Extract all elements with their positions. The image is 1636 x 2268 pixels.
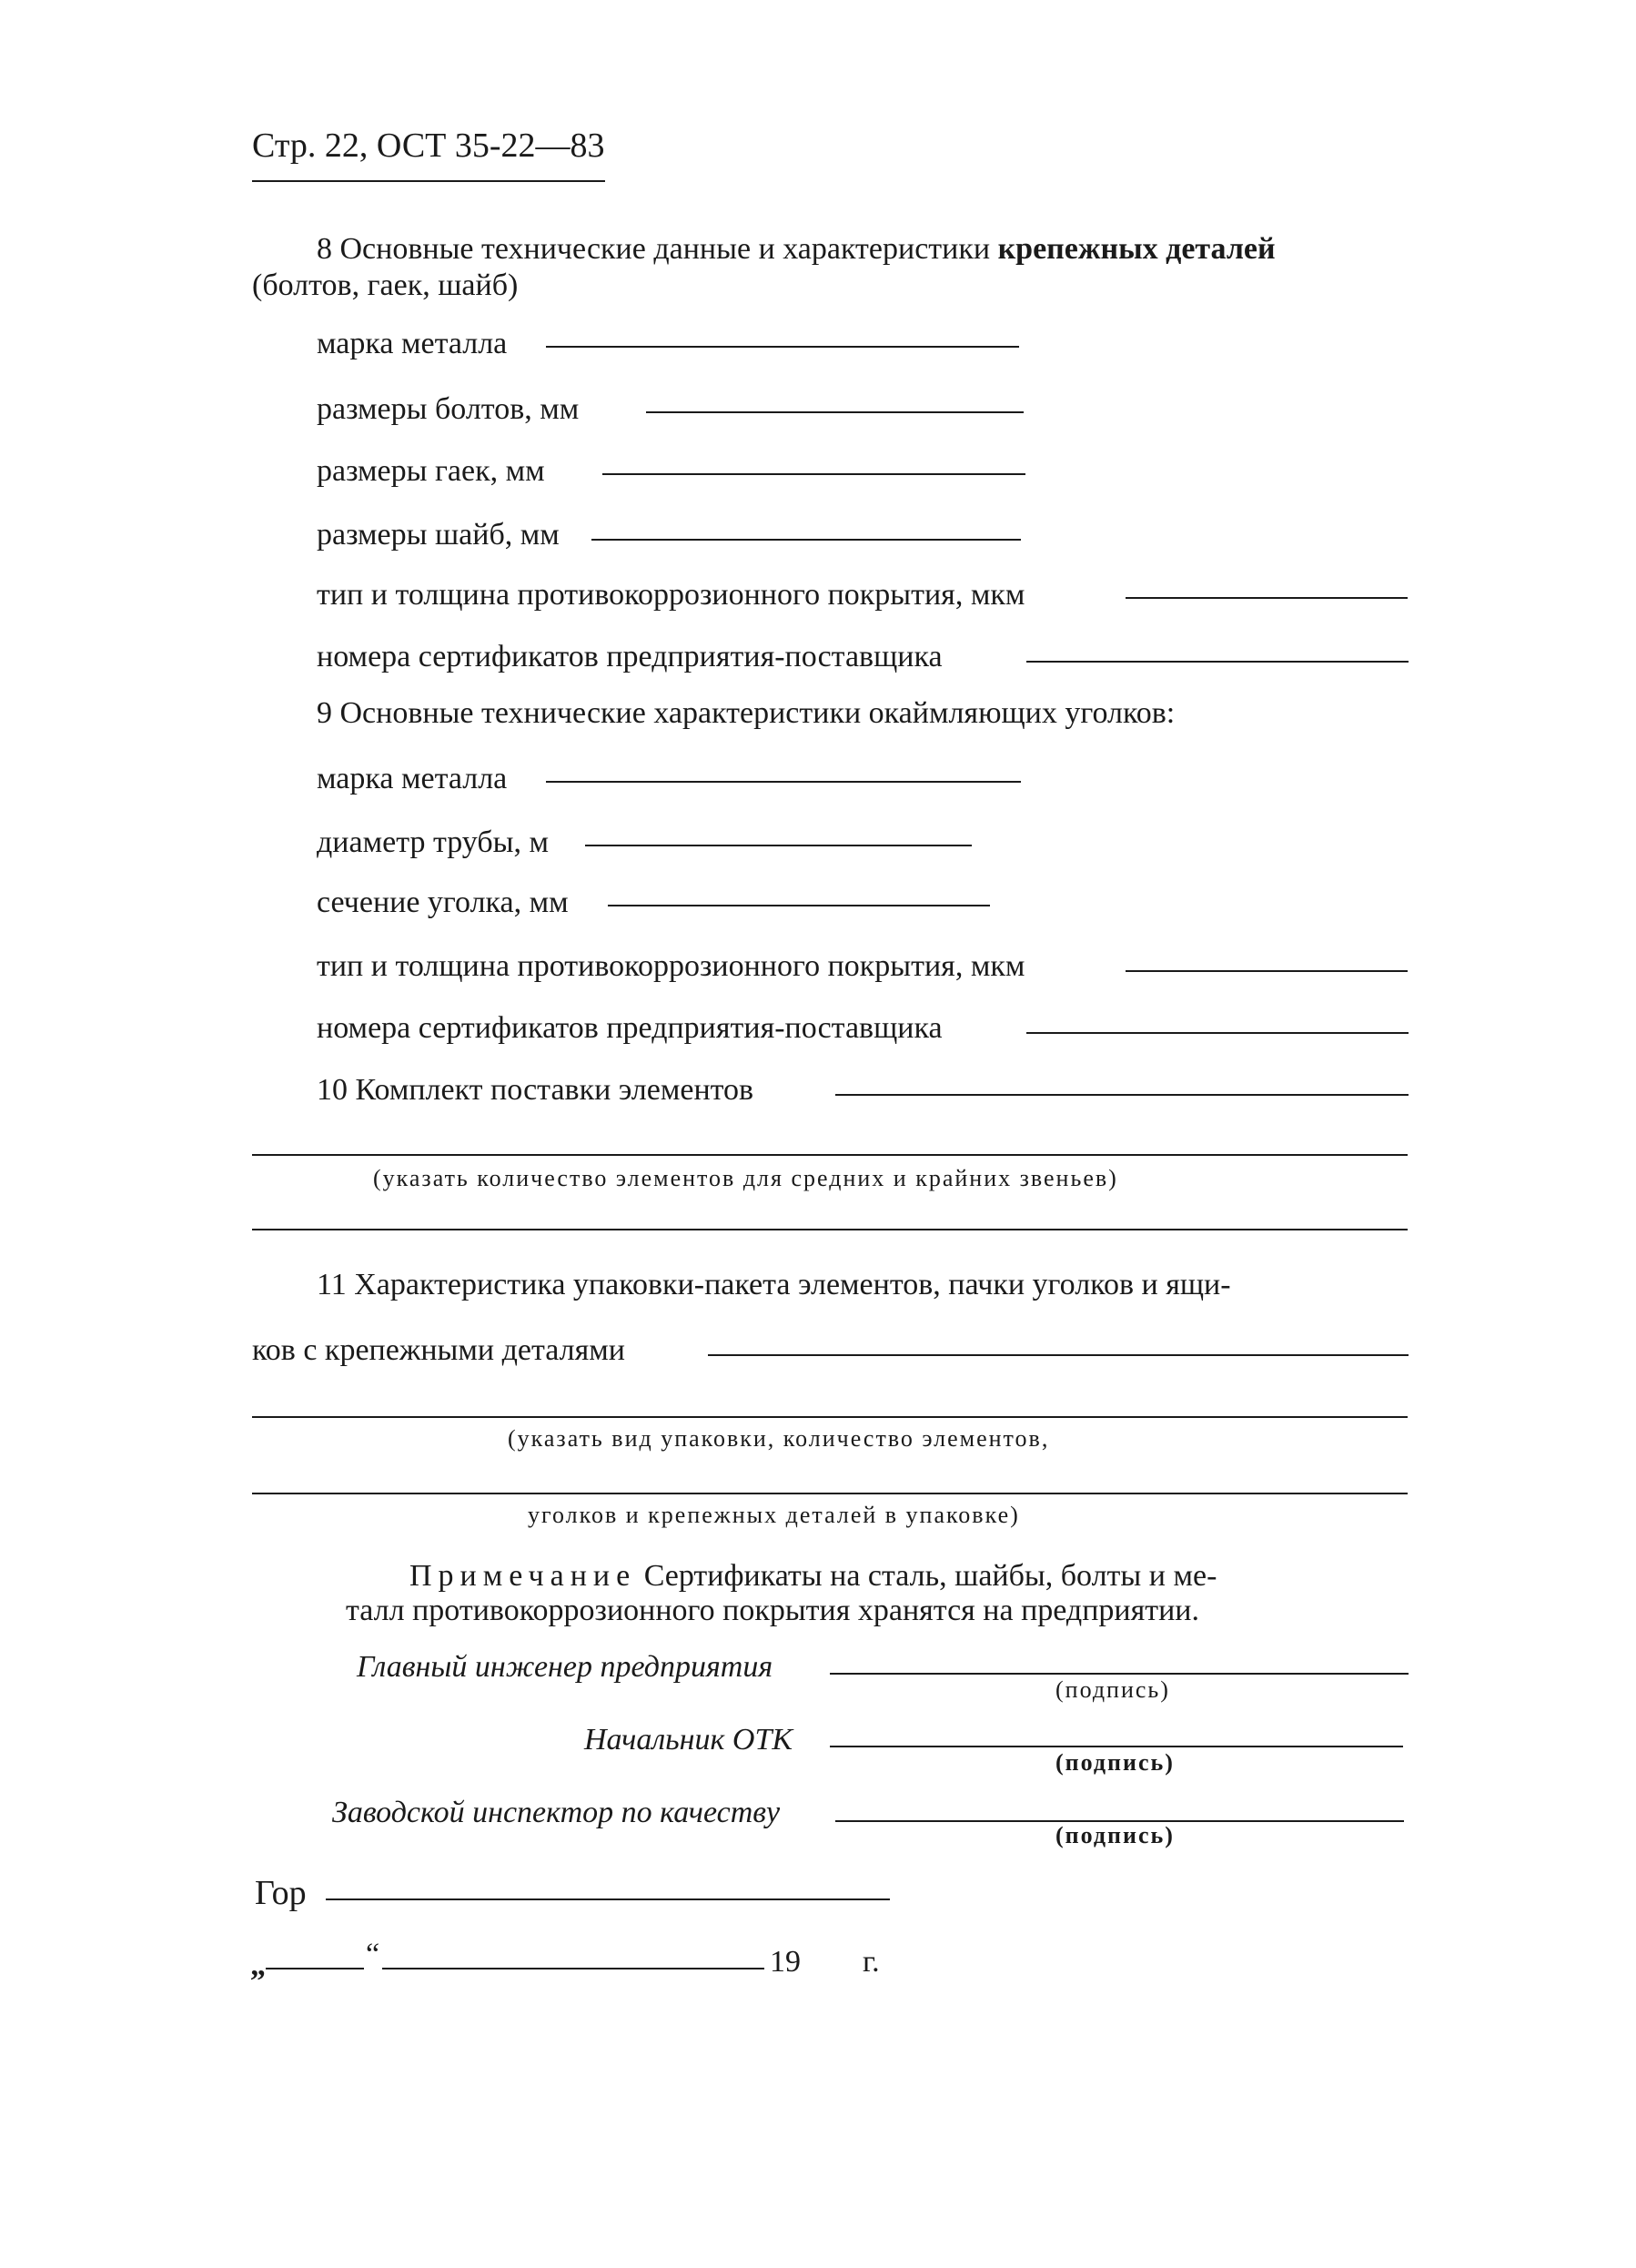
- signature-chief-engineer-line[interactable]: [830, 1673, 1409, 1675]
- date-day-blank[interactable]: [266, 1968, 364, 1969]
- date-close-quote: “: [366, 1938, 380, 1971]
- header-underline: [252, 180, 605, 182]
- field-angle-section-blank[interactable]: [608, 905, 990, 906]
- field-angle-section: сечение уголка, мм: [317, 886, 569, 919]
- note-text-1: Сертификаты на сталь, шайбы, болты и ме-: [643, 1559, 1217, 1593]
- field-coating-bolts: тип и толщина противокоррозионного покрытия, мкм: [317, 578, 1025, 612]
- section11-blank-3[interactable]: [252, 1493, 1408, 1494]
- section11-blank-2[interactable]: [252, 1416, 1408, 1418]
- field-washer-size-blank[interactable]: [591, 539, 1021, 541]
- signature-otk-label: Начальник ОТК: [584, 1723, 793, 1757]
- field-nut-size: размеры гаек, мм: [317, 454, 545, 488]
- field-cert-angles: номера сертификатов предприятия-поставщика: [317, 1011, 943, 1045]
- note-label: Примечание: [409, 1559, 637, 1593]
- signature-otk-line[interactable]: [830, 1746, 1403, 1747]
- section11-title-line2: ков с крепежными деталями: [252, 1333, 625, 1367]
- section11-blank-1[interactable]: [708, 1354, 1409, 1356]
- city-blank[interactable]: [326, 1898, 890, 1900]
- section10-blank-2[interactable]: [252, 1154, 1408, 1156]
- field-pipe-diameter: диаметр трубы, м: [317, 825, 549, 859]
- field-bolt-size: размеры болтов, мм: [317, 392, 580, 426]
- field-angle-metal-blank[interactable]: [546, 781, 1021, 783]
- note-line1: [409, 1558, 1217, 1595]
- note-line2: талл противокоррозионного покрытия хранятся на предприятии.: [346, 1594, 1200, 1627]
- date-year-suffix: г.: [863, 1945, 880, 1979]
- section10-title: 10 Комплект поставки элементов: [317, 1073, 754, 1107]
- section11-title-line1: 11 Характеристика упаковки-пакета элементов, пачки уголков и ящи-: [317, 1268, 1231, 1301]
- signature-inspector-caption: (подпись): [1055, 1822, 1175, 1848]
- section10-hint: (указать количество элементов для средних и крайних звеньев): [373, 1165, 1118, 1191]
- field-cert-angles-blank[interactable]: [1026, 1032, 1409, 1034]
- field-washer-size: размеры шайб, мм: [317, 518, 560, 552]
- section10-blank-1[interactable]: [835, 1094, 1409, 1096]
- signature-otk-caption: (подпись): [1055, 1749, 1175, 1776]
- field-bolt-size-blank[interactable]: [646, 411, 1024, 413]
- section11-hint-1: (указать вид упаковки, количество элементов,: [508, 1425, 1050, 1452]
- section8-title-normal: 8 Основные технические данные и характеристики: [317, 232, 991, 266]
- field-angle-metal: марка металла: [317, 762, 508, 795]
- field-coating-angles: тип и толщина противокоррозионного покрытия, мкм: [317, 949, 1025, 983]
- field-coating-angles-blank[interactable]: [1126, 970, 1408, 972]
- field-coating-bolts-blank[interactable]: [1126, 597, 1408, 599]
- section8-title-bold: крепежных деталей: [997, 232, 1276, 266]
- section9-title: 9 Основные технические характеристики окаймляющих уголков:: [317, 696, 1176, 730]
- field-metal-grade-blank[interactable]: [546, 346, 1019, 348]
- section8-title-line1: [317, 231, 1276, 268]
- field-nut-size-blank[interactable]: [602, 473, 1025, 475]
- field-cert-bolts: номера сертификатов предприятия-поставщика: [317, 640, 943, 673]
- signature-chief-engineer-caption: (подпись): [1055, 1676, 1170, 1703]
- page-header: Стр. 22, ОСТ 35-22—83: [252, 127, 605, 165]
- city-label: Гор: [255, 1874, 307, 1912]
- field-pipe-diameter-blank[interactable]: [585, 845, 972, 846]
- date-year: 19: [770, 1945, 801, 1979]
- date-open-quote: „: [250, 1949, 266, 1982]
- section8-title-line2: (болтов, гаек, шайб): [252, 268, 519, 302]
- field-metal-grade: марка металла: [317, 327, 508, 360]
- date-month-blank[interactable]: [382, 1968, 764, 1969]
- signature-inspector-label: Заводской инспектор по качеству: [332, 1796, 781, 1829]
- field-cert-bolts-blank[interactable]: [1026, 661, 1409, 663]
- signature-chief-engineer-label: Главный инженер предприятия: [357, 1650, 773, 1684]
- section11-hint-2: уголков и крепежных деталей в упаковке): [528, 1502, 1020, 1528]
- section10-blank-3[interactable]: [252, 1229, 1408, 1230]
